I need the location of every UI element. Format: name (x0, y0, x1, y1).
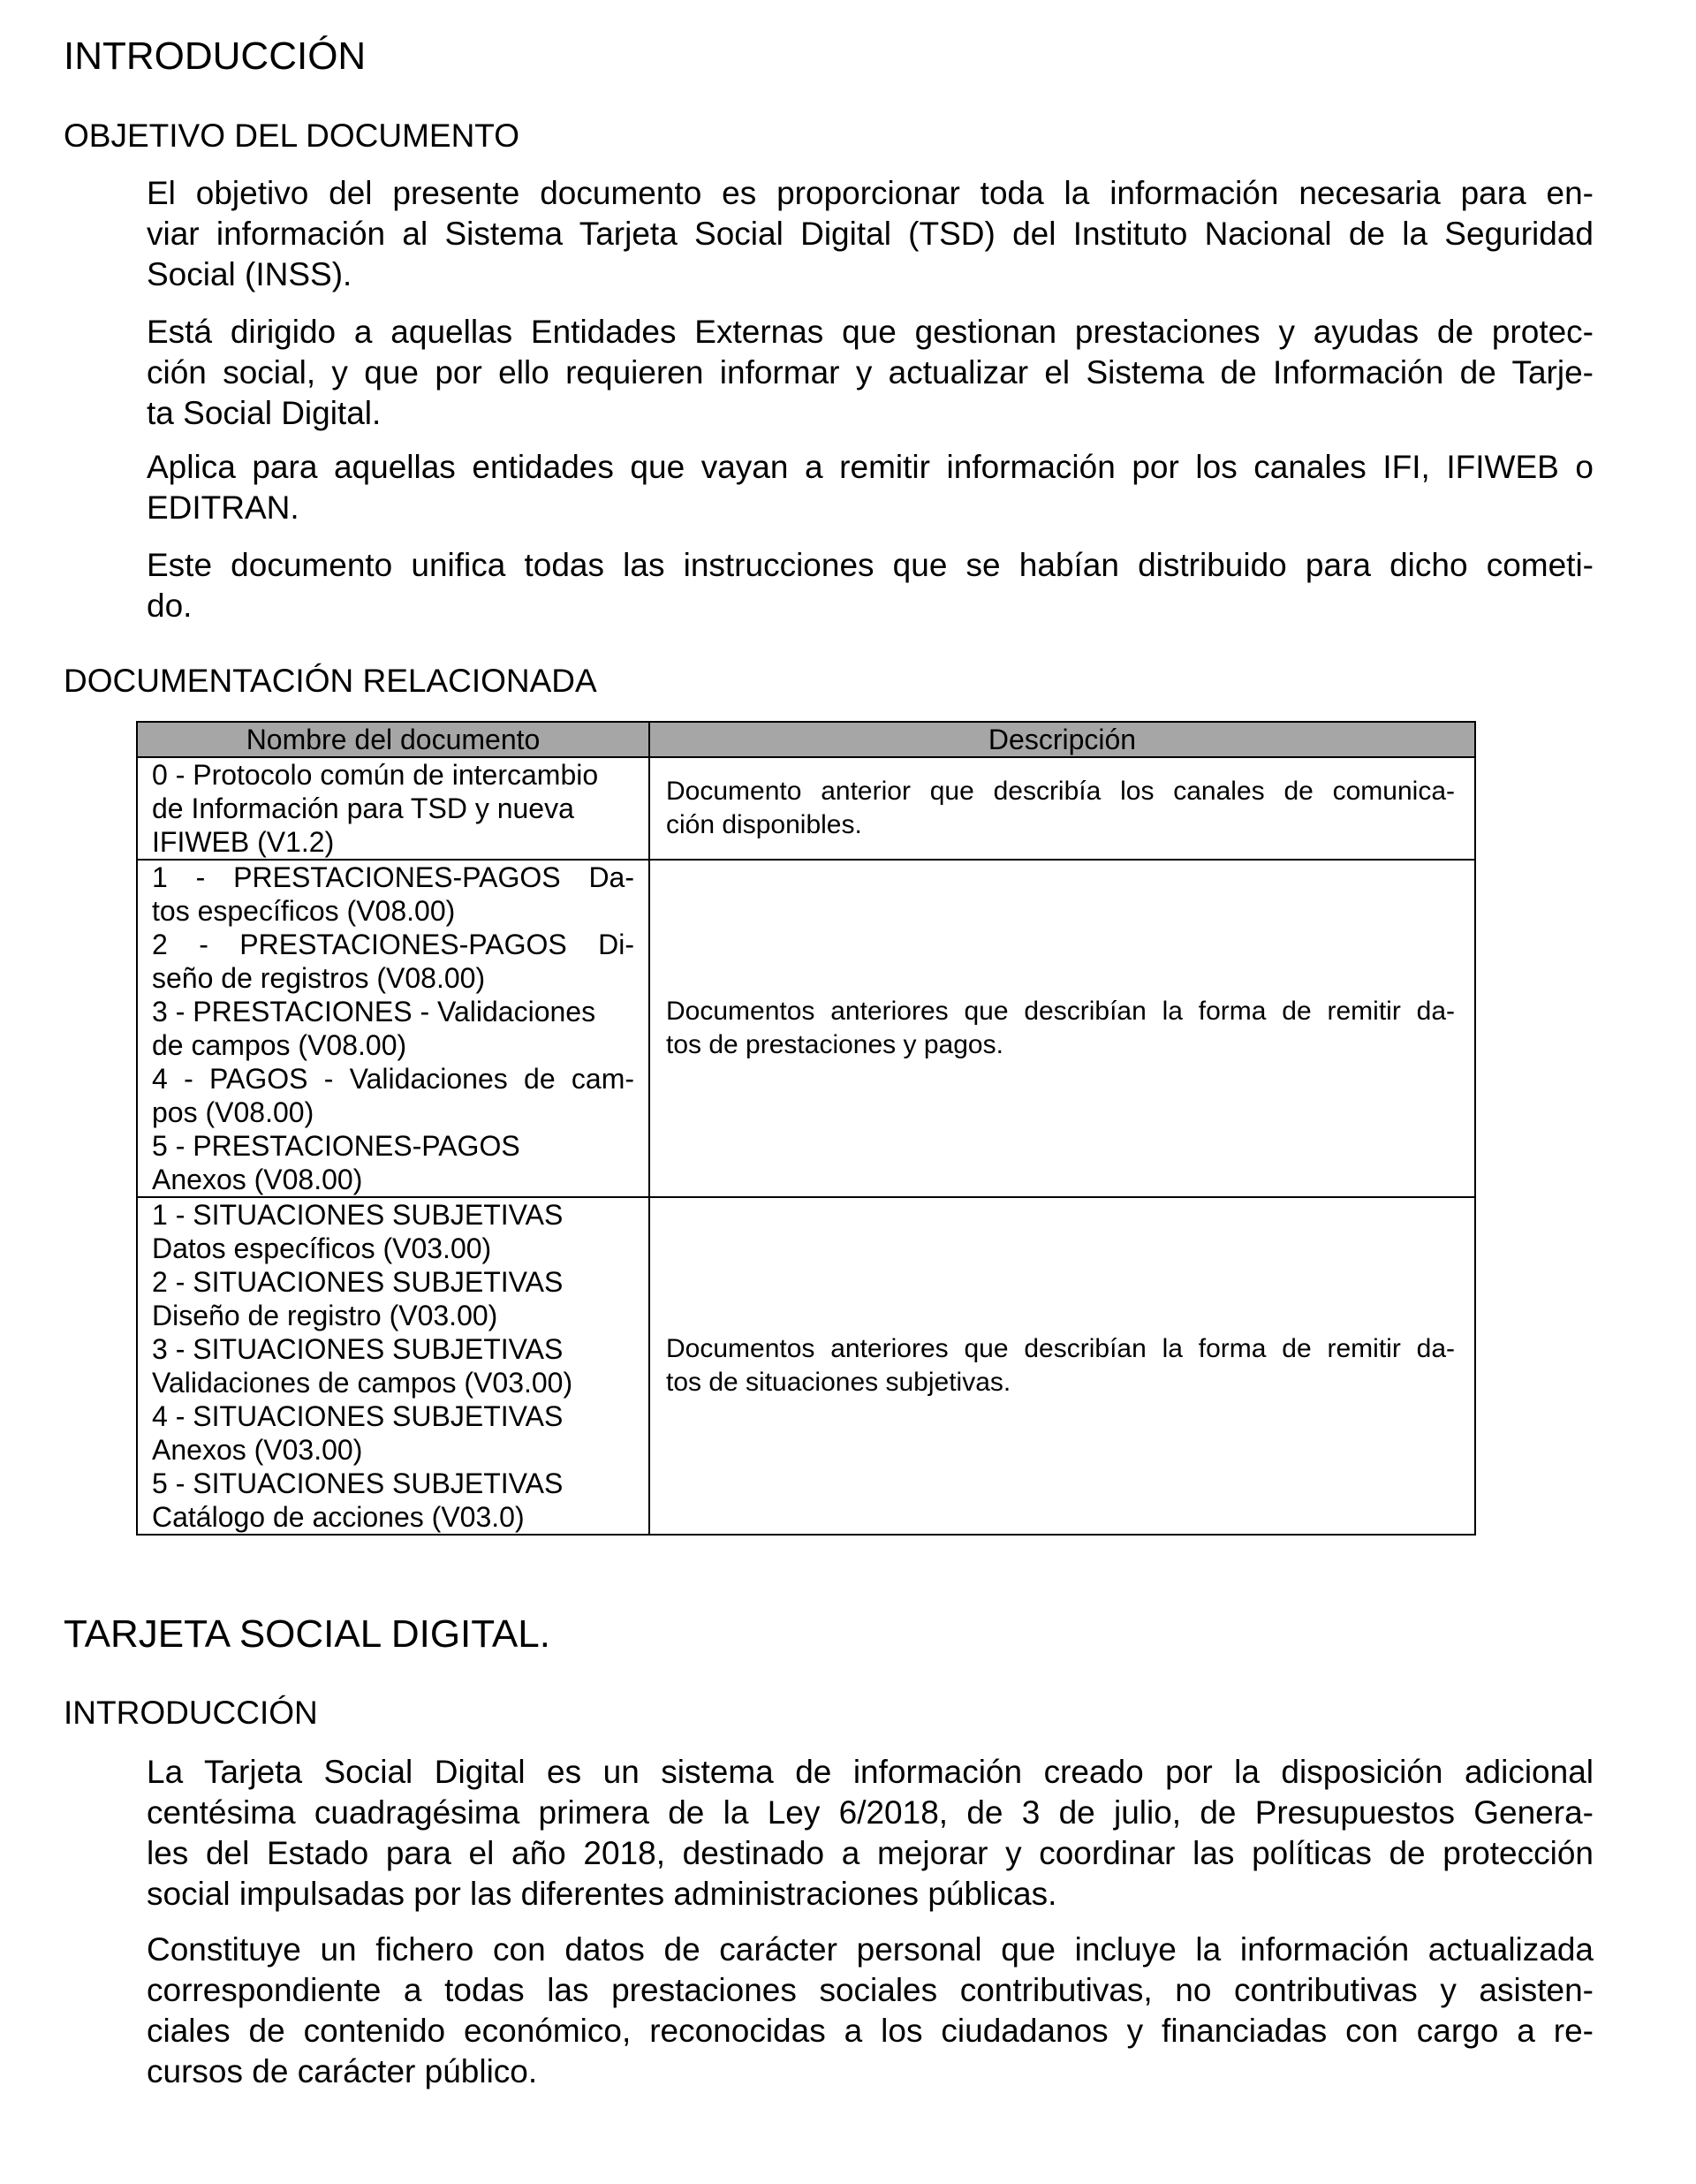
cell-line: tos de situaciones subjetivas. (666, 1368, 1011, 1397)
column-header-nombre: Nombre del documento (137, 722, 649, 757)
cell-line: 4 - PAGOS - Validaciones de cam- (152, 1063, 634, 1095)
text-line: les del Estado para el año 2018, destinado a mejorar y coordinar las políticas de protección (147, 1835, 1594, 1871)
paragraph-tsd-1 (147, 1752, 1594, 1915)
subsection-heading-introduccion: INTRODUCCIÓN (64, 1695, 318, 1731)
table-cell-name (137, 860, 649, 1197)
table-row (137, 860, 1475, 1197)
cell-line: 1 - SITUACIONES SUBJETIVAS (152, 1199, 564, 1231)
text-line: Constituye un fichero con datos de carácter personal que incluye la información actualizada (147, 1931, 1594, 1968)
table-cell-name (137, 757, 649, 860)
cell-line: Anexos (V08.00) (152, 1164, 363, 1195)
cell-line: de campos (V08.00) (152, 1029, 407, 1061)
cell-line: 4 - SITUACIONES SUBJETIVAS (152, 1400, 564, 1432)
paragraph-objetivo-3 (147, 447, 1594, 528)
cell-line: 3 - SITUACIONES SUBJETIVAS (152, 1333, 564, 1365)
column-header-descripcion: Descripción (649, 722, 1475, 757)
table-cell-description (649, 757, 1475, 860)
table-cell-description (649, 1197, 1475, 1535)
cell-line: 5 - SITUACIONES SUBJETIVAS (152, 1467, 564, 1499)
cell-line: ción disponibles. (666, 810, 862, 839)
table-cell-name (137, 1197, 649, 1535)
cell-line: Diseño de registro (V03.00) (152, 1300, 498, 1331)
text-line: La Tarjeta Social Digital es un sistema de información creado por la disposición adicional (147, 1754, 1594, 1790)
cell-line: 0 - Protocolo común de intercambio (152, 759, 599, 791)
text-line: El objetivo del presente documento es proporcionar toda la información necesaria para en- (147, 175, 1594, 211)
table-cell-description (649, 860, 1475, 1197)
table-row (137, 757, 1475, 860)
cell-line: Documentos anteriores que describían la forma de remitir da- (666, 1334, 1455, 1363)
text-line: do. (147, 588, 193, 624)
cell-line: Documentos anteriores que describían la forma de remitir da- (666, 997, 1455, 1026)
text-line: Este documento unifica todas las instrucciones que se habían distribuido para dicho cometi- (147, 547, 1594, 583)
cell-line: tos de prestaciones y pagos. (666, 1030, 1003, 1059)
text-line: ciales de contenido económico, reconocidas a los ciudadanos y financiadas con cargo a re- (147, 2013, 1594, 2049)
subsection-heading-documentacion: DOCUMENTACIÓN RELACIONADA (64, 663, 597, 699)
cell-line: Validaciones de campos (V03.00) (152, 1367, 573, 1399)
cell-line: Datos específicos (V03.00) (152, 1232, 492, 1264)
cell-line: Documento anterior que describía los canales de comunica- (666, 777, 1455, 806)
text-line: Está dirigido a aquellas Entidades Externas que gestionan prestaciones y ayudas de protec- (147, 314, 1594, 350)
paragraph-objetivo-1 (147, 173, 1594, 295)
paragraph-objetivo-4 (147, 545, 1594, 626)
text-line: EDITRAN. (147, 489, 299, 526)
text-line: Social (INSS). (147, 256, 352, 292)
table-row (137, 1197, 1475, 1535)
section-title-introduccion: INTRODUCCIÓN (64, 34, 367, 78)
related-documents-table (136, 721, 1476, 1536)
table-header-row (137, 722, 1475, 757)
text-line: social impulsadas por las diferentes administraciones públicas. (147, 1876, 1057, 1912)
cell-line: Catálogo de acciones (V03.0) (152, 1501, 525, 1533)
cell-line: pos (V08.00) (152, 1096, 314, 1128)
cell-line: 5 - PRESTACIONES-PAGOS (152, 1130, 520, 1162)
text-line: ta Social Digital. (147, 395, 382, 431)
cell-line: 2 - SITUACIONES SUBJETIVAS (152, 1266, 564, 1298)
section-title-tarjeta-social-digital: TARJETA SOCIAL DIGITAL. (64, 1612, 550, 1656)
text-line: Aplica para aquellas entidades que vayan a remitir información por los canales IFI, IFIWEB o (147, 449, 1594, 485)
paragraph-tsd-2 (147, 1930, 1594, 2092)
text-line: cursos de carácter público. (147, 2053, 538, 2089)
cell-line: 3 - PRESTACIONES - Validaciones (152, 996, 596, 1028)
cell-line: 2 - PRESTACIONES-PAGOS Di- (152, 929, 634, 960)
subsection-heading-objetivo: OBJETIVO DEL DOCUMENTO (64, 118, 520, 154)
text-line: ción social, y que por ello requieren informar y actualizar el Sistema de Información de Tarje- (147, 354, 1594, 391)
cell-line: tos específicos (V08.00) (152, 895, 456, 927)
cell-line: seño de registros (V08.00) (152, 962, 486, 994)
text-line: centésima cuadragésima primera de la Ley 6/2018, de 3 de julio, de Presupuestos Genera- (147, 1794, 1594, 1831)
cell-line: de Información para TSD y nueva (152, 792, 574, 824)
cell-line: 1 - PRESTACIONES-PAGOS Da- (152, 861, 634, 893)
text-line: viar información al Sistema Tarjeta Social Digital (TSD) del Instituto Nacional de la Seguridad (147, 216, 1594, 252)
text-line: correspondiente a todas las prestaciones sociales contributivas, no contributivas y asisten- (147, 1972, 1594, 2008)
cell-line: IFIWEB (V1.2) (152, 826, 335, 858)
cell-line: Anexos (V03.00) (152, 1434, 363, 1466)
paragraph-objetivo-2 (147, 312, 1594, 434)
